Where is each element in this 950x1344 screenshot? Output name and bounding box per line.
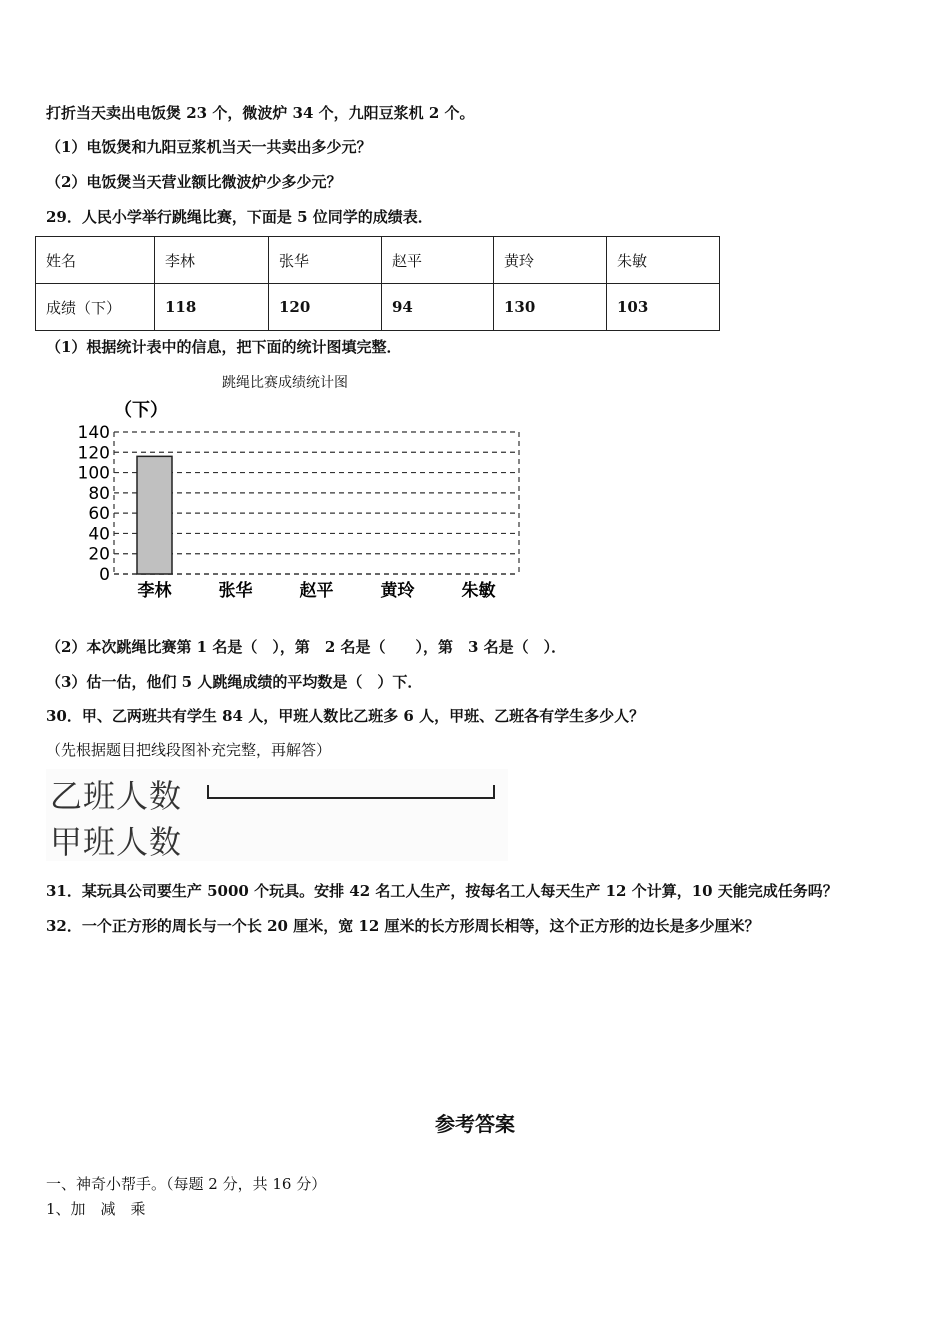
question-32: 32．一个正方形的周长与一个长 20 厘米，宽 12 厘米的长方形周长相等，这个正方形的边长是多少厘米？	[46, 917, 760, 935]
problem-sub-1: （1）电饭煲和九阳豆浆机当天一共卖出多少元？	[46, 138, 372, 156]
table-cell: 94	[382, 284, 494, 331]
y-tick-label: 100	[77, 463, 110, 484]
bar	[137, 456, 172, 574]
y-tick-label: 80	[88, 483, 110, 504]
x-tick-label: 朱敏	[461, 581, 496, 601]
table-row	[36, 284, 720, 331]
table-cell: 120	[269, 284, 382, 331]
bar-chart	[70, 396, 530, 608]
question-29-part-3: （3）估一估，他们 5 人跳绳成绩的平均数是（ ）下．	[46, 673, 423, 691]
x-tick-label: 赵平	[299, 581, 334, 601]
y-tick-label: 120	[77, 443, 110, 464]
x-tick-label: 黄玲	[380, 581, 415, 601]
segment-label-b: 乙班人数	[50, 777, 183, 815]
table-cell: 成绩（下）	[36, 284, 155, 331]
problem-text: 打折当天卖出电饭煲 23 个，微波炉 34 个，九阳豆浆机 2 个。	[46, 104, 475, 122]
problem-sub-2: （2）电饭煲当天营业额比微波炉少多少元？	[46, 173, 342, 191]
chart-title: 跳绳比赛成绩统计图	[222, 375, 348, 391]
answer-heading: 参考答案	[435, 1112, 515, 1136]
answer-1: 1、加 减 乘	[46, 1200, 146, 1218]
table-cell: 朱敏	[607, 237, 720, 284]
question-30-note: （先根据题目把线段图补充完整，再解答）	[46, 741, 332, 759]
y-tick-label: 40	[88, 524, 110, 545]
y-axis-label: （下）	[114, 400, 168, 421]
table-cell: 姓名	[36, 237, 155, 284]
segment-line-b	[206, 781, 498, 803]
segment-label-a: 甲班人数	[50, 823, 183, 861]
segment-diagram	[46, 769, 508, 861]
question-29-part-2: （2）本次跳绳比赛第 1 名是（ ），第 2 名是（ ），第 3 名是（ ）．	[46, 638, 567, 656]
x-tick-label: 李林	[137, 581, 172, 601]
question-29: 29．人民小学举行跳绳比赛，下面是 5 位同学的成绩表．	[46, 208, 433, 226]
score-table	[35, 236, 720, 331]
question-31: 31．某玩具公司要生产 5000 个玩具。安排 42 名工人生产，按每名工人每天生产 12 个计算，10 天能完成任务吗？	[46, 882, 838, 900]
table-cell: 130	[494, 284, 607, 331]
table-cell: 李林	[155, 237, 269, 284]
table-cell: 赵平	[382, 237, 494, 284]
question-29-part-1: （1）根据统计表中的信息，把下面的统计图填完整．	[46, 338, 402, 356]
y-tick-label: 60	[88, 504, 110, 525]
table-row	[36, 237, 720, 284]
answer-section-1: 一、神奇小帮手。（每题 2 分，共 16 分）	[46, 1175, 327, 1193]
table-cell: 黄玲	[494, 237, 607, 284]
x-tick-label: 张华	[218, 581, 253, 601]
y-tick-label: 140	[77, 423, 110, 443]
y-tick-label: 20	[88, 544, 110, 565]
question-30: 30．甲、乙两班共有学生 84 人，甲班人数比乙班多 6 人，甲班、乙班各有学生多少人？	[46, 707, 645, 725]
table-cell: 118	[155, 284, 269, 331]
table-cell: 张华	[269, 237, 382, 284]
y-tick-label: 0	[99, 565, 110, 585]
table-cell: 103	[607, 284, 720, 331]
